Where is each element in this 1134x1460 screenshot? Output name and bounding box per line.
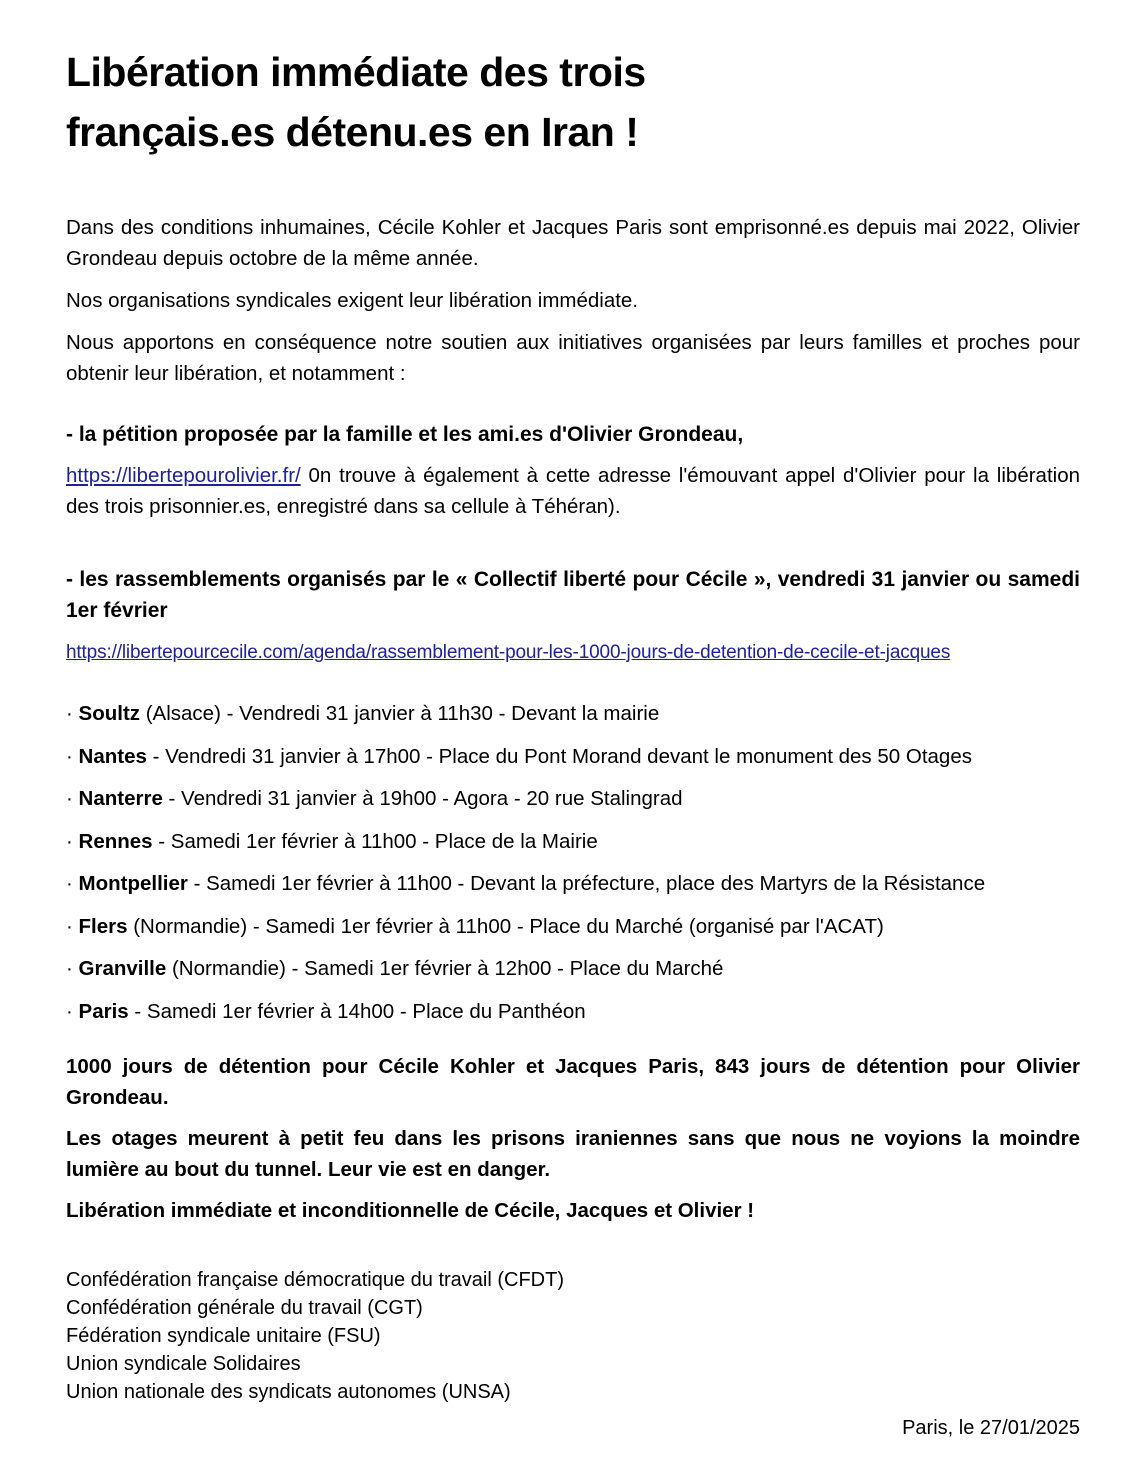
event-item-rennes [66, 826, 1080, 857]
event-details: (Alsace) - Vendredi 31 janvier à 11h30 - Devant la mairie [140, 702, 660, 725]
event-city: Granville [78, 957, 167, 980]
event-item-granville [66, 953, 1080, 984]
document-title [66, 42, 1080, 162]
event-item-montpellier [66, 868, 1080, 899]
event-details: - Samedi 1er février à 11h00 - Devant la préfecture, place des Martyrs de la Résistance [187, 872, 986, 895]
event-city: Soultz [78, 702, 141, 725]
title-line-1: Libération immédiate des trois [66, 49, 646, 95]
event-details: - Samedi 1er février à 11h00 - Place de la Mairie [152, 829, 598, 853]
event-city: Montpellier [78, 872, 188, 895]
signatory-line: Union nationale des syndicats autonomes (UNSA) [66, 1380, 511, 1403]
events-list [66, 698, 1080, 1027]
event-item-flers [66, 911, 1080, 942]
rassemblements-link[interactable]: https://libertepourcecile.com/agenda/rassemblement-pour-les-1000-jours-de-detention-de-cecile-et-jacques [66, 642, 951, 663]
event-details: - Vendredi 31 janvier à 17h00 - Place du Pont Morand devant le monument des 50 Otages [146, 744, 972, 768]
event-bullet: · [66, 957, 73, 980]
signatory-line: Fédération syndicale unitaire (FSU) [66, 1324, 381, 1347]
signatory-line: Confédération française démocratique du travail (CFDT) [66, 1268, 564, 1291]
emphasis-paragraph-3: Libération immédiate et inconditionnelle de Cécile, Jacques et Olivier ! [66, 1198, 755, 1222]
event-city: Rennes [78, 829, 153, 853]
event-bullet: · [66, 872, 73, 895]
event-details: - Vendredi 31 janvier à 19h00 - Agora - 20 rue Stalingrad [162, 787, 683, 810]
emphasis-section [66, 1051, 1080, 1226]
event-bullet: · [66, 914, 73, 938]
event-item-soultz [66, 698, 1080, 729]
event-bullet: · [66, 787, 73, 810]
event-details: (Normandie) - Samedi 1er février à 11h00 - Place du Marché (organisé par l'ACAT) [127, 914, 884, 938]
emphasis-paragraph-2: Les otages meurent à petit feu dans les prisons iraniennes sans que nous ne voyions la moindre lumière au bout du tunnel. Leur vie est en danger. [66, 1126, 1080, 1181]
intro-section [66, 212, 1080, 389]
event-city: Paris [78, 999, 129, 1023]
intro-paragraph-3: Nous apportons en conséquence notre soutien aux initiatives organisées par leurs familles et proches pour obtenir leur libération, et notamment : [66, 331, 1080, 385]
signatory-line: Union syndicale Solidaires [66, 1352, 301, 1375]
dateline: Paris, le 27/01/2025 [902, 1416, 1080, 1439]
intro-paragraph-1: Dans des conditions inhumaines, Cécile Kohler et Jacques Paris sont emprisonné.es depuis mai 2022, Olivier Grondeau depuis octobre de la même année. [66, 216, 1080, 270]
intro-paragraph-2: Nos organisations syndicales exigent leur libération immédiate. [66, 289, 639, 312]
event-details: (Normandie) - Samedi 1er février à 12h00 - Place du Marché [166, 957, 724, 980]
petition-link[interactable]: https://libertepourolivier.fr/ [66, 464, 301, 487]
rassemblements-heading: - les rassemblements organisés par le « Collectif liberté pour Cécile », vendredi 31 janvier ou samedi 1er février [66, 568, 1080, 622]
event-details: - Samedi 1er février à 14h00 - Place du Panthéon [128, 999, 586, 1023]
petition-heading: - la pétition proposée par la famille et les ami.es d'Olivier Grondeau, [66, 423, 744, 446]
event-bullet: · [66, 744, 73, 768]
event-item-nantes [66, 741, 1080, 772]
signatory-line: Confédération générale du travail (CGT) [66, 1296, 423, 1319]
rassemblements-link-paragraph [66, 636, 1080, 668]
signatories-section [66, 1266, 1080, 1406]
petition-paragraph [66, 460, 1080, 522]
event-bullet: · [66, 702, 73, 725]
petition-text: 0n trouve à également à cette adresse l'émouvant appel d'Olivier pour la libération des trois prisonnier.es, enregistré dans sa cellule à Téhéran). [66, 464, 1080, 518]
event-city: Nanterre [78, 787, 163, 810]
event-bullet: · [66, 829, 73, 853]
event-city: Nantes [78, 744, 147, 768]
event-bullet: · [66, 999, 73, 1023]
event-item-nanterre [66, 783, 1080, 814]
emphasis-paragraph-1: 1000 jours de détention pour Cécile Kohler et Jacques Paris, 843 jours de détention pour Olivier Grondeau. [66, 1054, 1080, 1109]
title-line-2: français.es détenu.es en Iran ! [66, 109, 639, 155]
event-item-paris [66, 996, 1080, 1027]
event-city: Flers [78, 914, 128, 938]
